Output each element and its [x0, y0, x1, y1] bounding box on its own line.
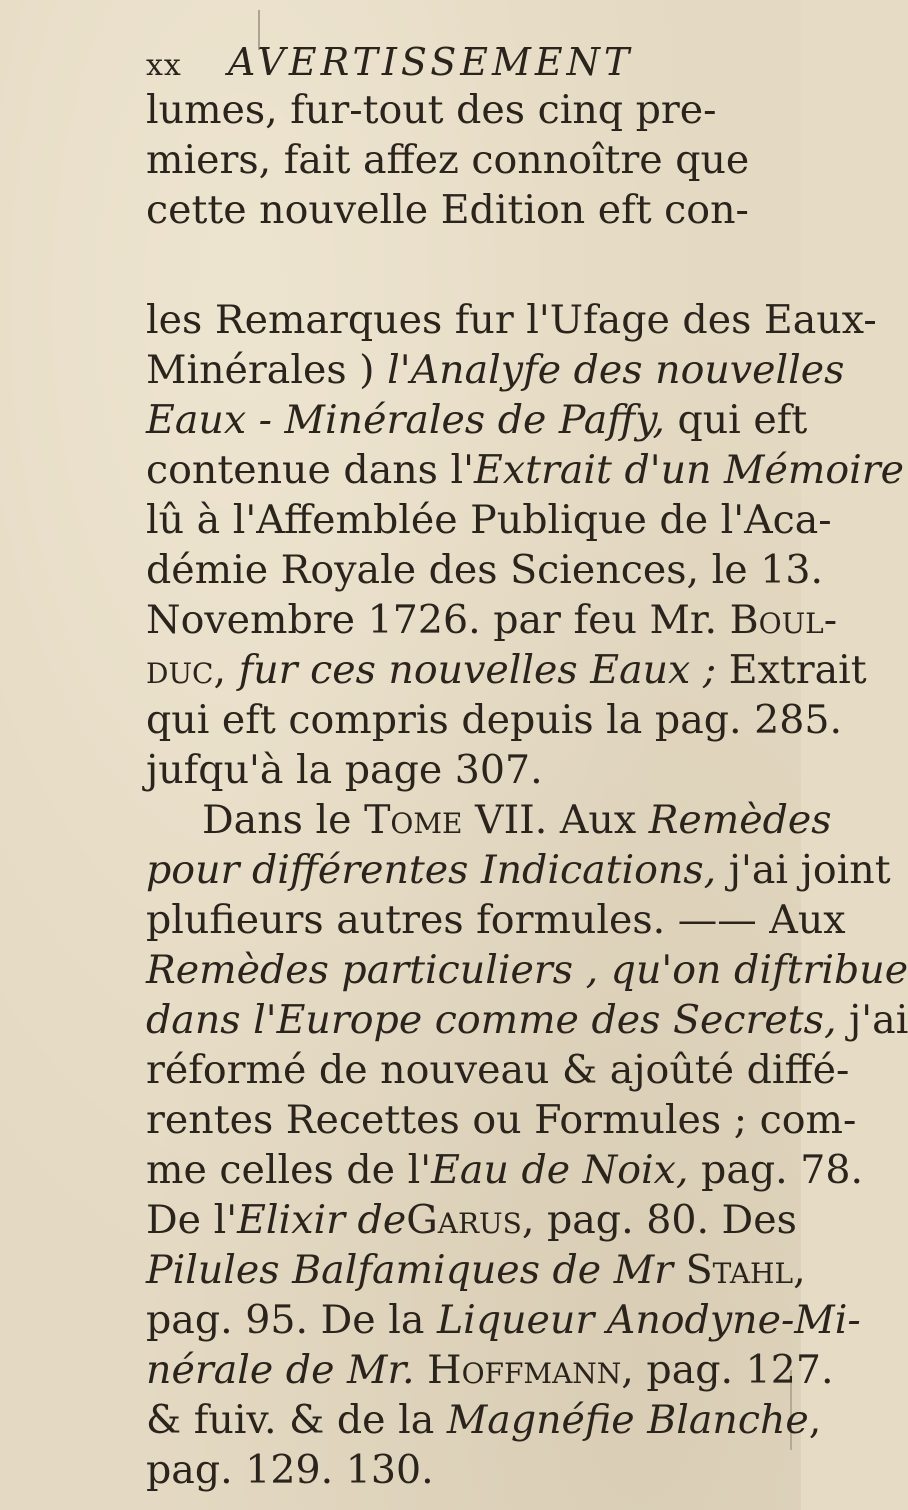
text-block-top [146, 85, 776, 235]
text-line: qui eft compris depuis la pag. 285. [146, 697, 843, 743]
text-segment: & fuiv. & de la [146, 1397, 447, 1443]
text-line: miers, fait affez connoître que [146, 137, 750, 183]
text-line: démie Royale des Sciences, le 13. [146, 547, 824, 593]
text-segment: VII. Aux [462, 797, 649, 843]
italic-segment: l'Analyfe des nouvelles [387, 347, 845, 393]
text-segment: , pag. 127. [621, 1347, 834, 1393]
text-line [146, 995, 908, 1045]
text-segment: Novembre 1726. par feu Mr. [146, 597, 730, 643]
text-segment: me celles de l' [146, 1147, 432, 1193]
text-line: lumes, fur-tout des cinq pre- [146, 87, 717, 133]
text-segment: qui eft [664, 397, 808, 443]
text-segment: Minérales ) [146, 347, 388, 393]
text-line [146, 1195, 797, 1245]
text-segment: pag. 95. De la [146, 1297, 437, 1343]
text-line: pag. 129. 130. [146, 1447, 434, 1493]
italic-segment: Eau de Noix, [431, 1147, 689, 1193]
text-line [146, 395, 808, 445]
text-segment: j'ai joint [716, 847, 891, 893]
text-line [146, 795, 832, 845]
text-line: réformé de nouveau & ajoûté diffé- [146, 1047, 850, 1093]
text-line [146, 1295, 861, 1345]
smallcaps-segment: Boul- [729, 597, 838, 643]
italic-segment: fur ces nouvelles Eaux ; [238, 647, 717, 693]
text-line: lû à l'Affemblée Publique de l'Aca- [146, 497, 832, 543]
text-segment: Dans le [202, 797, 365, 843]
text-line [146, 445, 905, 495]
text-segment: j'ai [836, 997, 908, 1043]
text-line [146, 1145, 864, 1195]
text-segment: , [793, 1247, 806, 1293]
italic-segment: Remèdes [648, 797, 832, 843]
italic-segment: Extrait d'un Mémoire [474, 447, 905, 493]
text-line: cette nouvelle Edition eft con- [146, 187, 749, 233]
text-segment: Extrait [716, 647, 867, 693]
text-line: les Remarques fur l'Ufage des Eaux- [146, 297, 877, 343]
italic-segment: Liqueur Anodyne-Mi- [436, 1297, 861, 1343]
italic-segment: nérale de Mr. [146, 1347, 428, 1393]
text-line [146, 845, 891, 895]
italic-segment: Magnéfie Blanche [446, 1397, 809, 1443]
text-line: jufqu'à la page 307. [146, 747, 543, 793]
running-title: AVERTISSEMENT [227, 40, 634, 84]
text-line: rentes Recettes ou Formules ; com- [146, 1097, 857, 1143]
text-block-main [146, 295, 908, 1495]
smallcaps-segment: Garus [406, 1197, 522, 1243]
text-line: Remèdes particuliers , qu'on diftribue [146, 947, 908, 993]
italic-segment: Pilules Balfamiques de Mr [146, 1247, 686, 1293]
italic-segment: pour différentes Indications, [146, 847, 717, 893]
italic-segment: dans l'Europe comme des Secrets, [146, 997, 837, 1043]
text-line [146, 1395, 822, 1445]
text-segment: pag. 78. [688, 1147, 864, 1193]
page-number: xx [146, 48, 182, 83]
smallcaps-segment: duc, [146, 647, 239, 693]
text-segment: De l' [146, 1197, 238, 1243]
text-segment: , pag. 80. Des [521, 1197, 797, 1243]
text-line [146, 1245, 806, 1295]
text-line [146, 1345, 834, 1395]
italic-segment: Eaux - Minérales de Paffy, [146, 397, 665, 443]
text-line: plufieurs autres formules. —— Aux [146, 897, 846, 943]
smallcaps-segment: Hoffmann [427, 1347, 622, 1393]
text-segment: , [808, 1397, 822, 1443]
smallcaps-segment: Tome [364, 797, 463, 843]
text-line [146, 345, 845, 395]
italic-segment: Elixir de [237, 1197, 407, 1243]
text-segment: contenue dans l' [146, 447, 474, 493]
smallcaps-segment: Stahl [685, 1247, 794, 1293]
text-line [146, 595, 838, 645]
text-line [146, 645, 867, 695]
